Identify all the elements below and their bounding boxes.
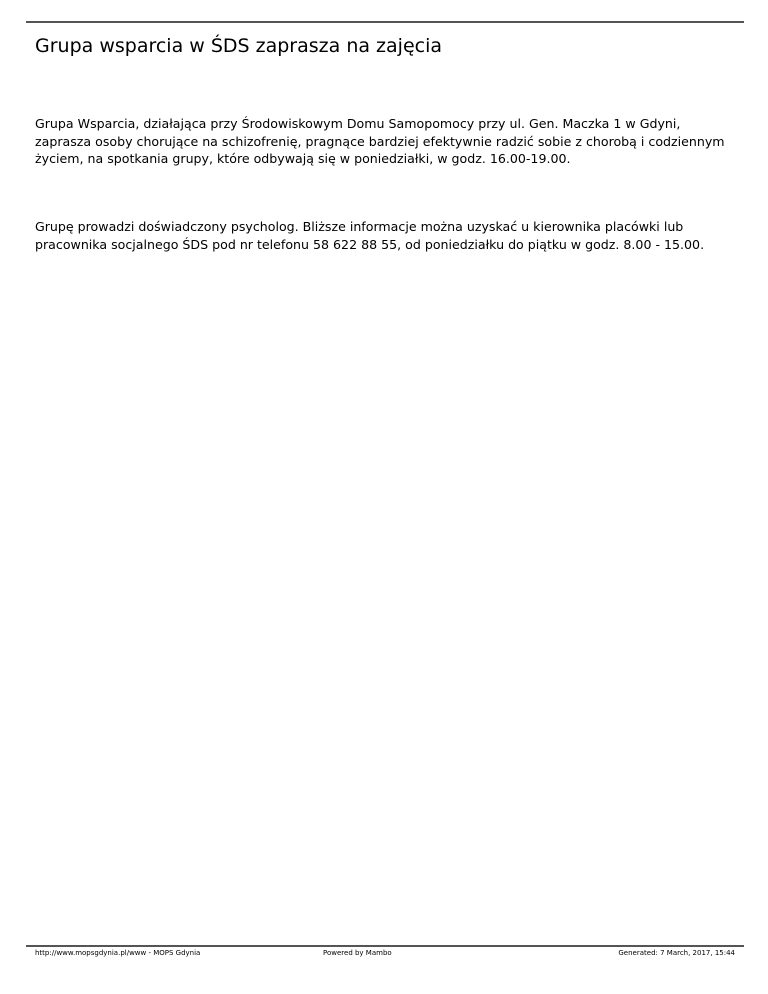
footer-generated-timestamp: Generated: 7 March, 2017, 15:44	[618, 949, 735, 957]
footer-powered-by: Powered by Mambo	[323, 949, 392, 957]
article-title: Grupa wsparcia w ŚDS zaprasza na zajęcia	[35, 35, 442, 57]
footer-divider	[26, 945, 744, 947]
page-footer	[35, 948, 735, 960]
footer-source-link[interactable]: http://www.mopsgdynia.pl/www - MOPS Gdynia	[35, 949, 201, 957]
top-divider	[26, 21, 744, 23]
article-paragraph-1: Grupa Wsparcia, działająca przy Środowiskowym Domu Samopomocy przy ul. Gen. Maczka 1 w Gdyni, zaprasza osoby chorujące na schizofrenię, pragnące bardziej efektywnie radzić sobie z chorobą i codziennym życiem, na spotkania grupy, które odbywają się w poniedziałki, w godz. 16.00-19.00.	[35, 116, 725, 166]
article-paragraph-2: Grupę prowadzi doświadczony psycholog. Bliższe informacje można uzyskać u kierownika placówki lub pracownika socjalnego ŚDS pod nr telefonu 58 622 88 55, od poniedziałku do piątku w godz. 8.00 - 15.00.	[35, 219, 705, 252]
